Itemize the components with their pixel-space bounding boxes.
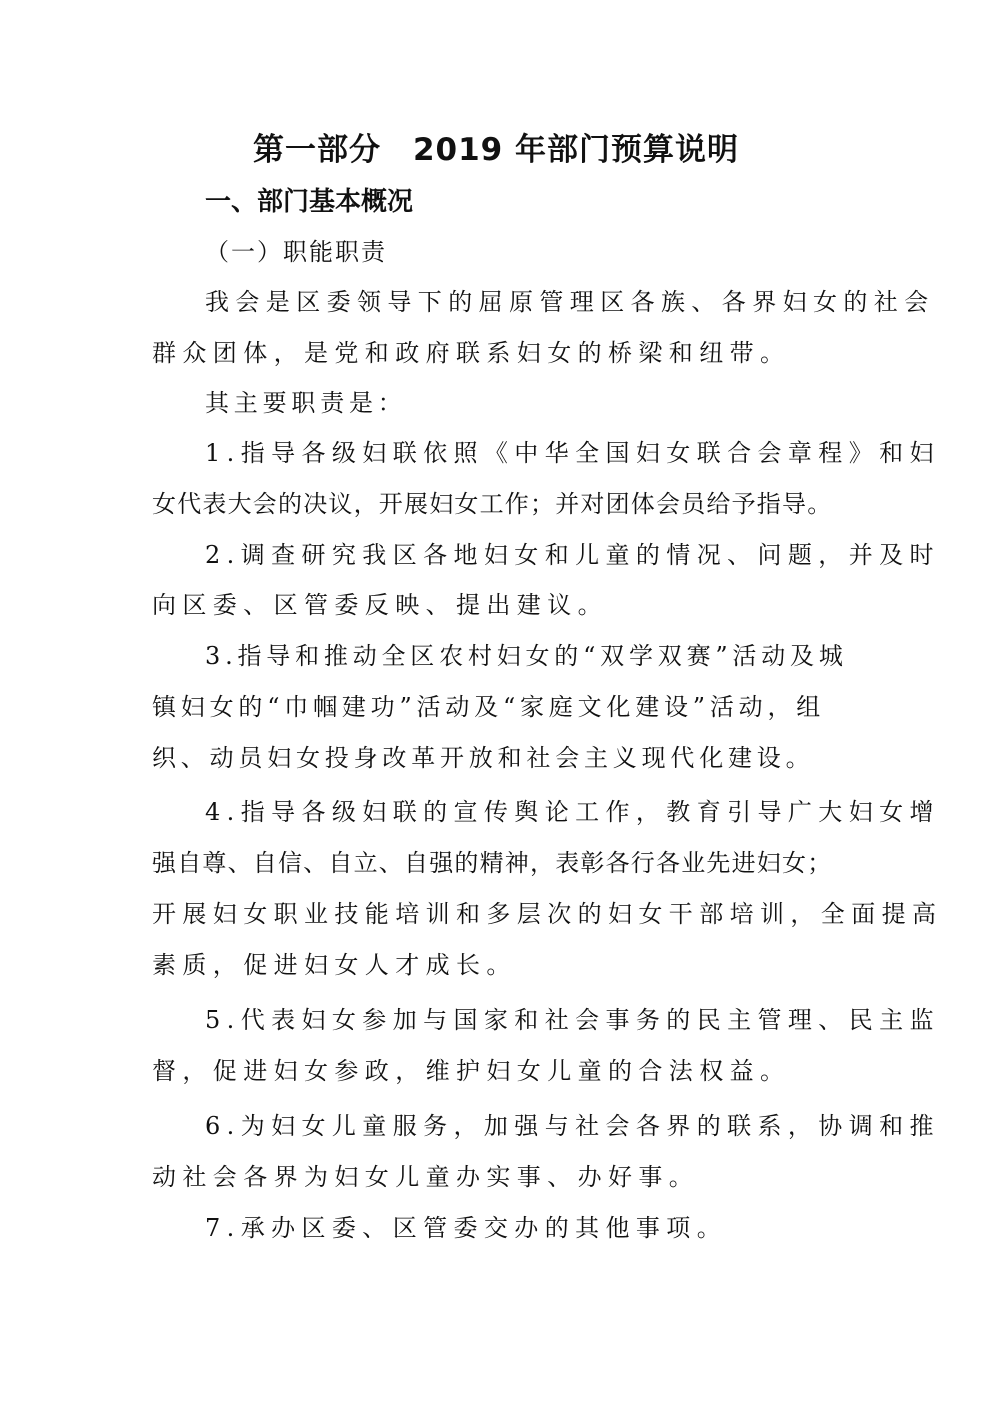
paragraph-line: 镇妇女的“巾帼建功”活动及“家庭文化建设”活动，组 — [152, 693, 826, 721]
paragraph-line: 我会是区委领导下的屈原管理区各族、各界妇女的社会 — [205, 288, 935, 316]
paragraph-line: 5.代表妇女参加与国家和社会事务的民主管理、民主监 — [205, 1006, 940, 1034]
paragraph-line: 1.指导各级妇联依照《中华全国妇女联合会章程》和妇 — [205, 439, 940, 467]
paragraph-line: 2.调查研究我区各地妇女和儿童的情况、问题，并及时 — [205, 541, 940, 569]
paragraph-line: 女代表大会的决议，开展妇女工作；并对团体会员给予指导。 — [152, 490, 833, 518]
paragraph-line: 4.指导各级妇联的宣传舆论工作，教育引导广大妇女增 — [205, 798, 940, 826]
sub-heading: （一）职能职责 — [205, 238, 387, 266]
paragraph-line: 素质，促进妇女人才成长。 — [152, 951, 517, 979]
paragraph-line: 织、动员妇女投身改革开放和社会主义现代化建设。 — [152, 744, 815, 772]
paragraph-line: 其主要职责是： — [205, 389, 407, 417]
section-heading: 一、部门基本概况 — [205, 187, 414, 217]
page-title: 第一部分 2019 年部门预算说明 — [252, 132, 740, 168]
paragraph-line: 6.为妇女儿童服务，加强与社会各界的联系，协调和推 — [205, 1112, 940, 1140]
paragraph-line: 群众团体，是党和政府联系妇女的桥梁和纽带。 — [152, 339, 791, 367]
paragraph-line: 督，促进妇女参政，维护妇女儿童的合法权益。 — [152, 1057, 791, 1085]
paragraph-line: 动社会各界为妇女儿童办实事、办好事。 — [152, 1163, 700, 1191]
paragraph-line: 向区委、区管委反映、提出建议。 — [152, 591, 608, 619]
paragraph-line: 3.指导和推动全区农村妇女的“双学双赛”活动及城 — [205, 642, 848, 670]
paragraph-line: 强自尊、自信、自立、自强的精神，表彰各行各业先进妇女； — [152, 849, 833, 877]
paragraph-line: 开展妇女职业技能培训和多层次的妇女干部培训，全面提高 — [152, 900, 943, 928]
paragraph-line: 7.承办区委、区管委交办的其他事项。 — [205, 1214, 728, 1242]
